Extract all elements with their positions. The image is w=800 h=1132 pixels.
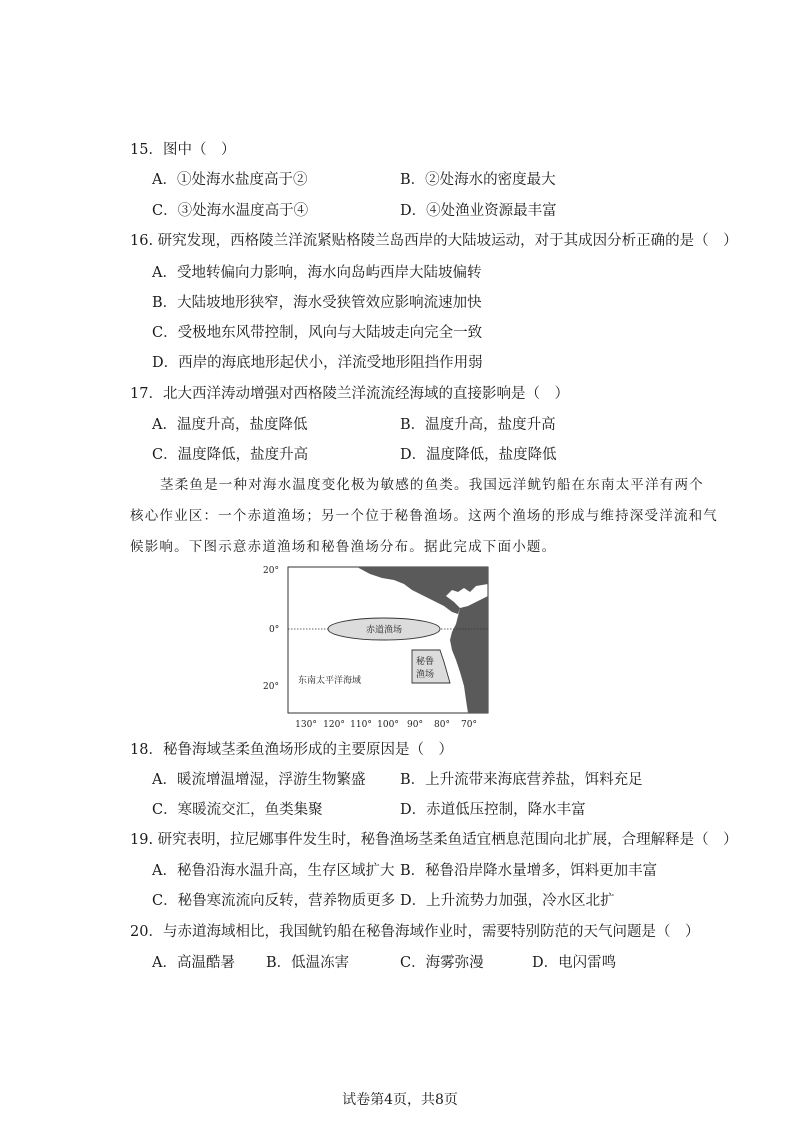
q19-option-d: D．上升流势力加强，冷水区北扩: [400, 893, 615, 909]
q20-stem: 20．与赤道海域相比，我国鱿钓船在秘鲁海域作业时，需要特别防范的天气问题是（ ）: [130, 924, 700, 940]
fishing-ground-map: [262, 562, 502, 732]
q15-option-d: D．④处渔业资源最丰富: [400, 203, 557, 219]
lat-label-20s: 20°: [263, 682, 279, 692]
lon-label-90: 90°: [407, 720, 423, 730]
passage-line-1: 茎柔鱼是一种对海水温度变化极为敏感的鱼类。我国远洋鱿钓船在东南太平洋有两个: [160, 477, 704, 493]
q18-option-a: A．暖流增温增湿，浮游生物繁盛: [152, 772, 366, 788]
q20-option-d: D．电闪雷鸣: [532, 955, 617, 971]
lat-label-20n: 20°: [263, 566, 279, 576]
q19-option-b: B．秘鲁沿岸降水量增多，饵料更加丰富: [400, 863, 658, 879]
q19-option-a: A．秘鲁沿海水温升高，生存区域扩大: [152, 863, 395, 879]
lon-label-100: 100°: [377, 720, 399, 730]
q17-option-c: C．温度降低，盐度升高: [152, 447, 309, 463]
q20-option-c: C．海雾弥漫: [400, 955, 484, 971]
page-footer: 试卷第4页，共8页: [342, 1092, 458, 1108]
q17-stem: 17．北大西洋涛动增强对西格陵兰洋流流经海域的直接影响是（ ）: [130, 386, 569, 402]
q16-option-d: D．西岸的海底地形起伏小，洋流受地形阻挡作用弱: [152, 355, 483, 371]
equatorial-ground-label: 赤道渔场: [365, 625, 403, 636]
lon-label-80: 80°: [434, 720, 450, 730]
passage-line-2: 核心作业区：一个赤道渔场；另一个位于秘鲁渔场。这两个渔场的形成与维持深受洋流和气: [130, 508, 718, 524]
q15-option-c: C．③处海水温度高于④: [152, 203, 309, 219]
sea-label: 东南太平洋海域: [298, 676, 362, 686]
q15-stem: 15．图中（ ）: [130, 142, 236, 158]
lon-label-70: 70°: [461, 720, 477, 730]
q17-option-b: B．温度升高，盐度升高: [400, 417, 556, 433]
q20-option-b: B．低温冻害: [266, 955, 350, 971]
q19-option-c: C．秘鲁寒流流向反转，营养物质更多: [152, 893, 396, 909]
lat-label-0: 0°: [269, 625, 280, 635]
q16-stem: 16. 研究发现，西格陵兰洋流紧贴格陵兰岛西岸的大陆坡运动，对于其成因分析正确的是（ ）: [130, 233, 738, 249]
q17-option-d: D．温度降低，盐度降低: [400, 447, 557, 463]
q18-option-c: C．寒暖流交汇，鱼类集聚: [152, 802, 323, 818]
peru-ground-label-2: 渔场: [415, 670, 435, 680]
q19-stem: 19. 研究表明，拉尼娜事件发生时，秘鲁渔场茎柔鱼适宜栖息范围向北扩展，合理解释是（ ）: [130, 832, 738, 848]
q18-stem: 18．秘鲁海域茎柔鱼渔场形成的主要原因是（ ）: [130, 742, 453, 758]
passage-line-3: 候影响。下图示意赤道渔场和秘鲁渔场分布。据此完成下面小题。: [130, 539, 557, 555]
lon-label-130: 130°: [295, 720, 317, 730]
peru-ground-label-1: 秘鲁: [415, 657, 435, 667]
q18-option-d: D．赤道低压控制，降水丰富: [400, 802, 586, 818]
q15-option-a: A．①处海水盐度高于②: [152, 172, 308, 188]
lon-label-120: 120°: [323, 720, 345, 730]
q16-option-b: B．大陆坡地形狭窄，海水受狭管效应影响流速加快: [152, 295, 482, 311]
q16-option-c: C．受极地东风带控制，风向与大陆坡走向完全一致: [152, 325, 483, 341]
q15-option-b: B．②处海水的密度最大: [400, 172, 556, 188]
q16-option-a: A．受地转偏向力影响，海水向岛屿西岸大陆坡偏转: [152, 265, 482, 281]
q20-option-a: A．高温酷暑: [152, 955, 235, 971]
lon-label-110: 110°: [350, 720, 372, 730]
q18-option-b: B．上升流带来海底营养盐，饵料充足: [400, 772, 643, 788]
q17-option-a: A．温度升高，盐度降低: [152, 417, 308, 433]
